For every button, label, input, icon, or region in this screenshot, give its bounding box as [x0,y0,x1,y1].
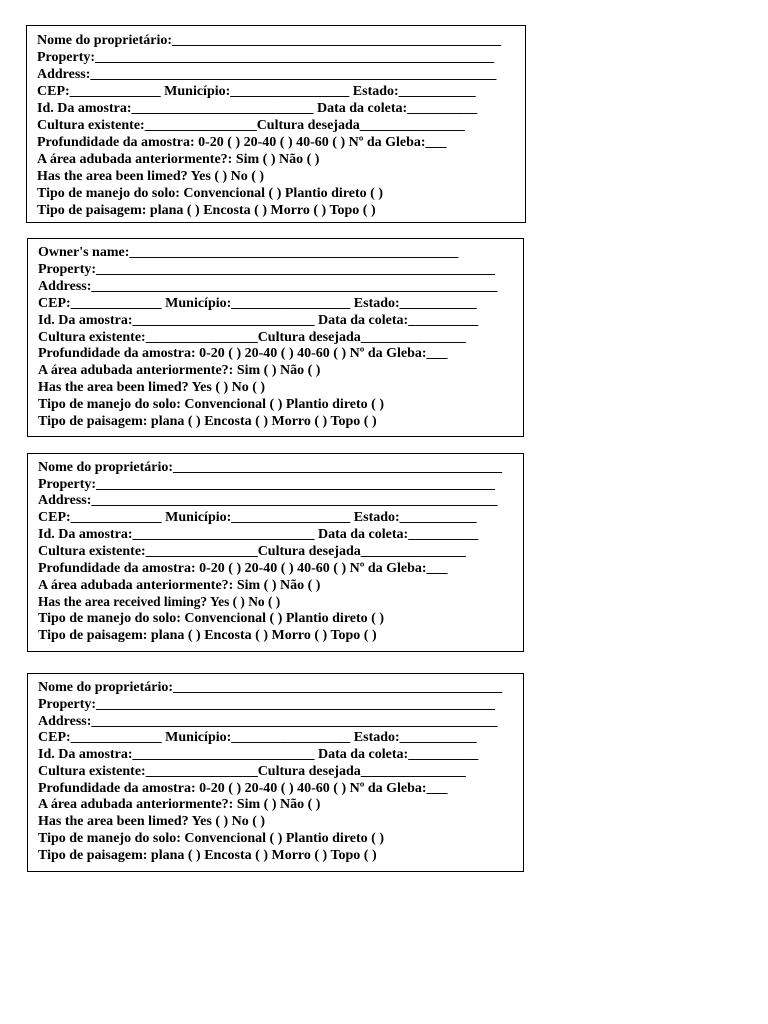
fertilized-area-field: A área adubada anteriormente?: Sim ( ) Não ( ) [38,578,321,593]
culture-field: Cultura existente:________________Cultura desejada_______________ [38,330,466,345]
limed-area-field: Has the area been limed? Yes ( ) No ( ) [38,380,266,395]
landscape-type-field: Tipo de paisagem: plana ( ) Encosta ( ) Morro ( ) Topo ( ) [38,414,377,429]
owner-name-field: Nome do proprietário:_______________________________________________ [38,680,503,695]
limed-area-field: Has the area been limed? Yes ( ) No ( ) [38,814,266,829]
cep-municipio-estado-field: CEP:_____________ Município:_________________ Estado:___________ [37,84,476,99]
property-field: Property:_________________________________________________________ [38,477,496,492]
soil-management-field: Tipo de manejo do solo: Convencional ( ) Plantio direto ( ) [38,397,384,412]
cep-municipio-estado-field: CEP:_____________ Município:_________________ Estado:___________ [38,730,477,745]
sample-id-date-field: Id. Da amostra:__________________________ Data da coleta:__________ [37,101,478,116]
landscape-type-field: Tipo de paisagem: plana ( ) Encosta ( ) Morro ( ) Topo ( ) [38,848,377,863]
owner-name-field: Nome do proprietário:_______________________________________________ [38,460,503,475]
sample-form-2 [27,238,524,437]
soil-management-field: Tipo de manejo do solo: Convencional ( ) Plantio direto ( ) [38,831,384,846]
cep-municipio-estado-field: CEP:_____________ Município:_________________ Estado:___________ [38,510,477,525]
culture-field: Cultura existente:________________Cultura desejada_______________ [38,544,466,559]
sample-form-1 [26,25,526,223]
sample-id-date-field: Id. Da amostra:__________________________ Data da coleta:__________ [38,747,479,762]
sample-depth-field: Profundidade da amostra: 0-20 ( ) 20-40 ( ) 40-60 ( ) Nº da Gleba:___ [38,346,448,361]
property-field: Property:_________________________________________________________ [37,50,495,65]
sample-form-3 [27,453,524,652]
fertilized-area-field: A área adubada anteriormente?: Sim ( ) Não ( ) [37,152,320,167]
address-field: Address:__________________________________________________________ [38,493,498,508]
fertilized-area-field: A área adubada anteriormente?: Sim ( ) Não ( ) [38,363,321,378]
owner-name-field: Owner's name:_______________________________________________ [38,245,459,260]
address-field: Address:__________________________________________________________ [38,279,498,294]
address-field: Address:__________________________________________________________ [37,67,497,82]
sample-depth-field: Profundidade da amostra: 0-20 ( ) 20-40 ( ) 40-60 ( ) Nº da Gleba:___ [37,135,447,150]
soil-management-field: Tipo de manejo do solo: Convencional ( ) Plantio direto ( ) [37,186,383,201]
limed-area-field: Has the area received liming? Yes ( ) No ( ) [38,594,281,609]
soil-management-field: Tipo de manejo do solo: Convencional ( ) Plantio direto ( ) [38,611,384,626]
culture-field: Cultura existente:________________Cultura desejada_______________ [37,118,465,133]
owner-name-field: Nome do proprietário:_______________________________________________ [37,33,502,48]
sample-id-date-field: Id. Da amostra:__________________________ Data da coleta:__________ [38,313,479,328]
sample-depth-field: Profundidade da amostra: 0-20 ( ) 20-40 ( ) 40-60 ( ) Nº da Gleba:___ [38,781,448,796]
sample-depth-field: Profundidade da amostra: 0-20 ( ) 20-40 ( ) 40-60 ( ) Nº da Gleba:___ [38,561,448,576]
landscape-type-field: Tipo de paisagem: plana ( ) Encosta ( ) Morro ( ) Topo ( ) [37,203,376,218]
culture-field: Cultura existente:________________Cultura desejada_______________ [38,764,466,779]
address-field: Address:__________________________________________________________ [38,714,498,729]
sample-id-date-field: Id. Da amostra:__________________________ Data da coleta:__________ [38,527,479,542]
fertilized-area-field: A área adubada anteriormente?: Sim ( ) Não ( ) [38,797,321,812]
property-field: Property:_________________________________________________________ [38,262,496,277]
limed-area-field: Has the area been limed? Yes ( ) No ( ) [37,169,265,184]
landscape-type-field: Tipo de paisagem: plana ( ) Encosta ( ) Morro ( ) Topo ( ) [38,628,377,643]
cep-municipio-estado-field: CEP:_____________ Município:_________________ Estado:___________ [38,296,477,311]
property-field: Property:_________________________________________________________ [38,697,496,712]
sample-form-4 [27,673,524,872]
